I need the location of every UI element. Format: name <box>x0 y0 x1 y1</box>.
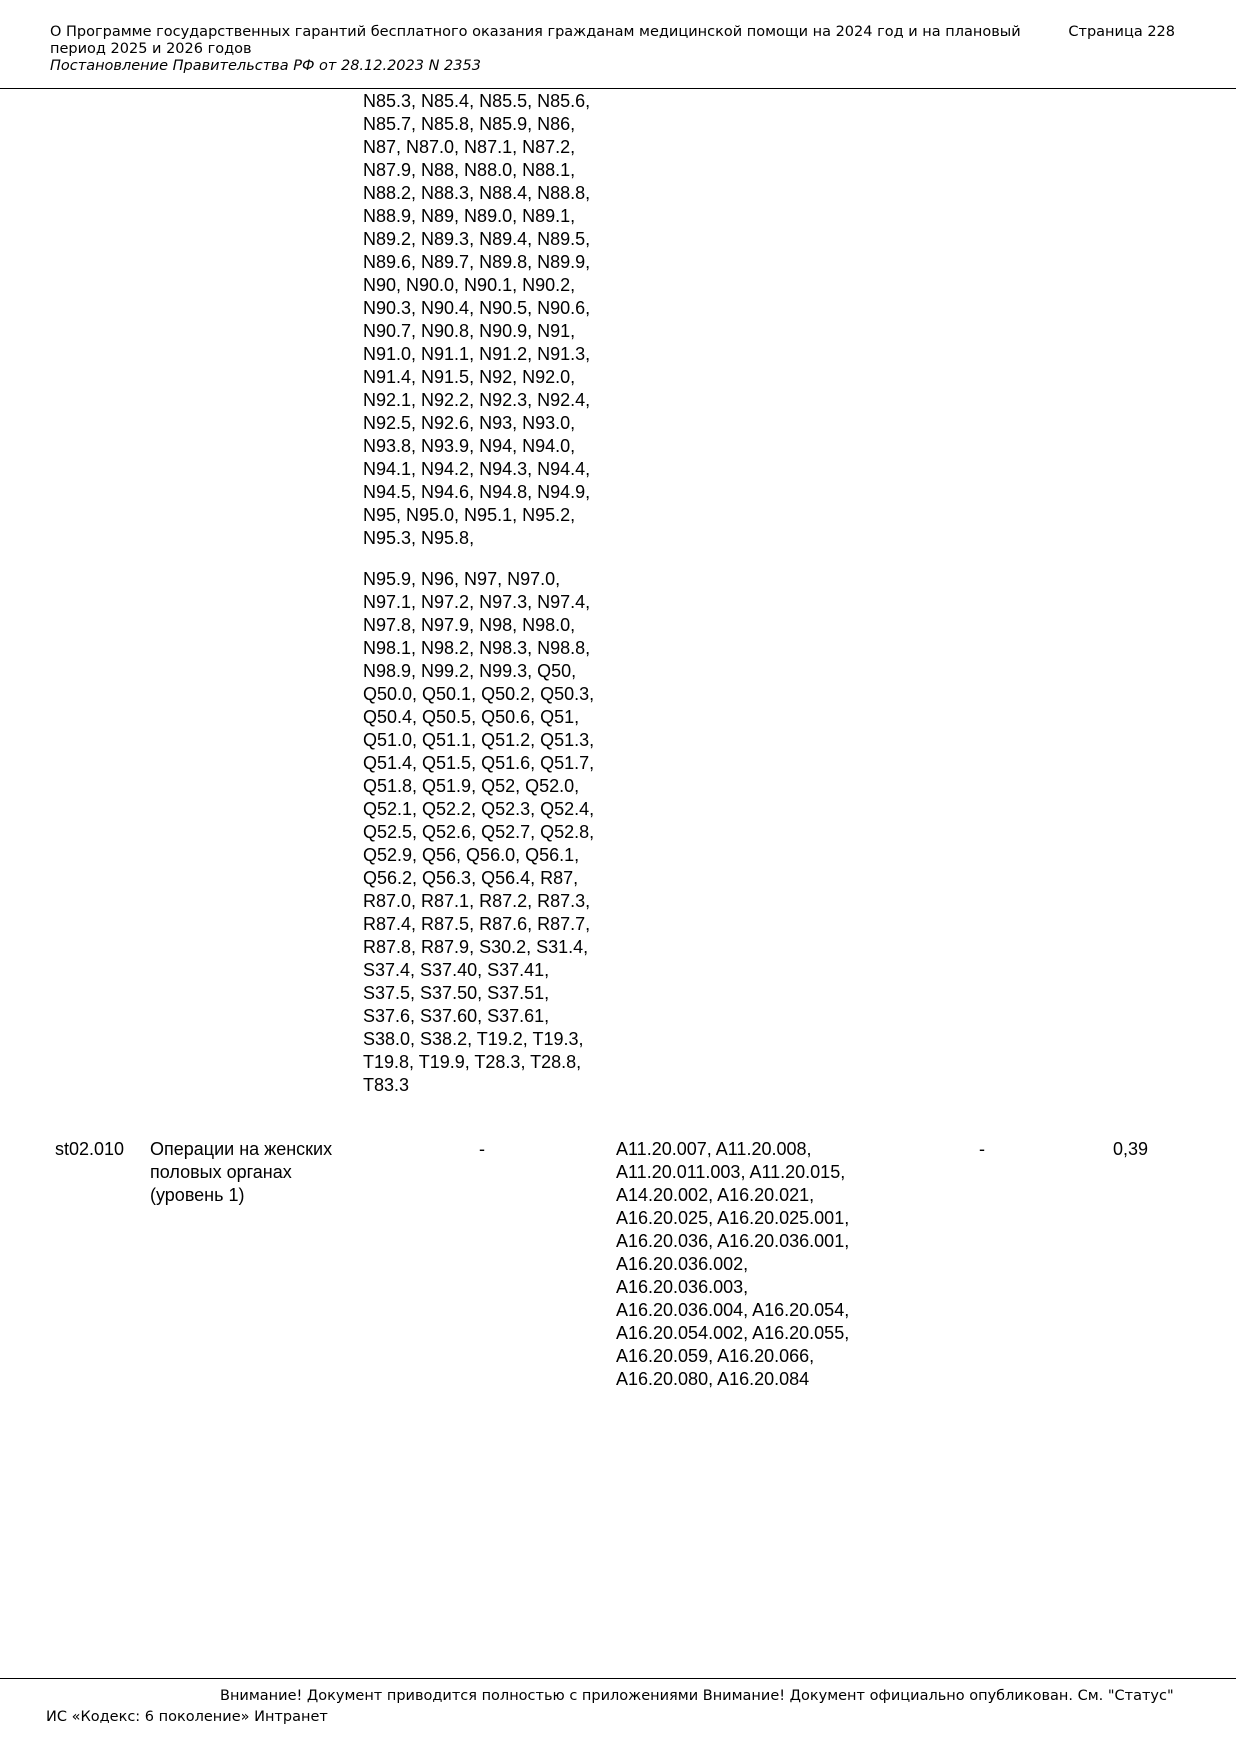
footer-divider <box>0 1678 1236 1679</box>
document-reference: Постановление Правительства РФ от 28.12.2023 N 2353 <box>50 58 481 74</box>
diagnosis-codes-part-2: N95.9, N96, N97, N97.0, N97.1, N97.2, N97.3, N97.4, N97.8, N97.9, N98, N98.0, N98.1, N98.2, N98.3, N98.8, N98.9, N99.2, N99.3, Q50, Q50.0, Q50.1, Q50.2, Q50.3, Q50.4, Q50.5, Q50.6, Q51, Q51.0, Q51.1, Q51.2, Q51.3, Q51.4, Q51.5, Q51.6, Q51.7, Q51.8, Q51.9, Q52, Q52.0, Q52.1, Q52.2, Q52.3, Q52.4, Q52.5, Q52.6, Q52.7, Q52.8, Q52.9, Q56, Q56.0, Q56.1, Q56.2, Q56.3, Q56.4, R87, R87.0, R87.1, R87.2, R87.3, R87.4, R87.5, R87.6, R87.7, R87.8, R87.9, S30.2, S31.4, S37.4, S37.40, S37.41, S37.5, S37.50, S37.51, S37.6, S37.60, S37.61, S38.0, S38.2, T19.2, T19.3, T19.8, T19.9, T28.3, T28.8, T83.3 <box>363 569 595 1095</box>
footer-notice: Внимание! Документ приводится полностью с приложениями Внимание! Документ официально опубликован. См. "Статус" <box>220 1688 1174 1704</box>
header-divider <box>0 88 1236 89</box>
row-diagnosis-cell: - <box>479 1139 485 1159</box>
page-header <box>50 24 1175 75</box>
row-other-criteria-cell: - <box>979 1139 985 1159</box>
diagnosis-codes-part-1: N85.3, N85.4, N85.5, N85.6, N85.7, N85.8, N85.9, N86, N87, N87.0, N87.1, N87.2, N87.9, N88, N88.0, N88.1, N88.2, N88.3, N88.4, N88.8, N88.9, N89, N89.0, N89.1, N89.2, N89.3, N89.4, N89.5, N89.6, N89.7, N89.8, N89.9, N90, N90.0, N90.1, N90.2, N90.3, N90.4, N90.5, N90.6, N90.7, N90.8, N90.9, N91, N91.0, N91.1, N91.2, N91.3, N91.4, N91.5, N92, N92.0, N92.1, N92.2, N92.3, N92.4, N92.5, N92.6, N93, N93.0, N93.8, N93.9, N94, N94.0, N94.1, N94.2, N94.3, N94.4, N94.5, N94.6, N94.8, N94.9, N95, N95.0, N95.1, N95.2, N95.3, N95.8, <box>363 91 591 548</box>
row-services-cell: A11.20.007, A11.20.008, A11.20.011.003, A11.20.015, A14.20.002, A16.20.021, A16.20.025, A16.20.025.001, A16.20.036, A16.20.036.001, A16.20.036.002, A16.20.036.003, A16.20.036.004, A16.20.054, A16.20.054.002, A16.20.055, A16.20.059, A16.20.066, A16.20.080, A16.20.084 <box>616 1139 850 1389</box>
row-name-cell: Операции на женских половых органах (уровень 1) <box>150 1139 333 1205</box>
footer-system-name: ИС «Кодекс: 6 поколение» Интранет <box>46 1709 328 1725</box>
row-code-cell: st02.010 <box>55 1139 125 1159</box>
document-title: О Программе государственных гарантий бесплатного оказания гражданам медицинской помощи на 2024 год и на плановый период 2025 и 2026 годов <box>50 24 1021 57</box>
row-coefficient-cell: 0,39 <box>1113 1139 1149 1159</box>
page-number: Страница 228 <box>1068 24 1175 40</box>
